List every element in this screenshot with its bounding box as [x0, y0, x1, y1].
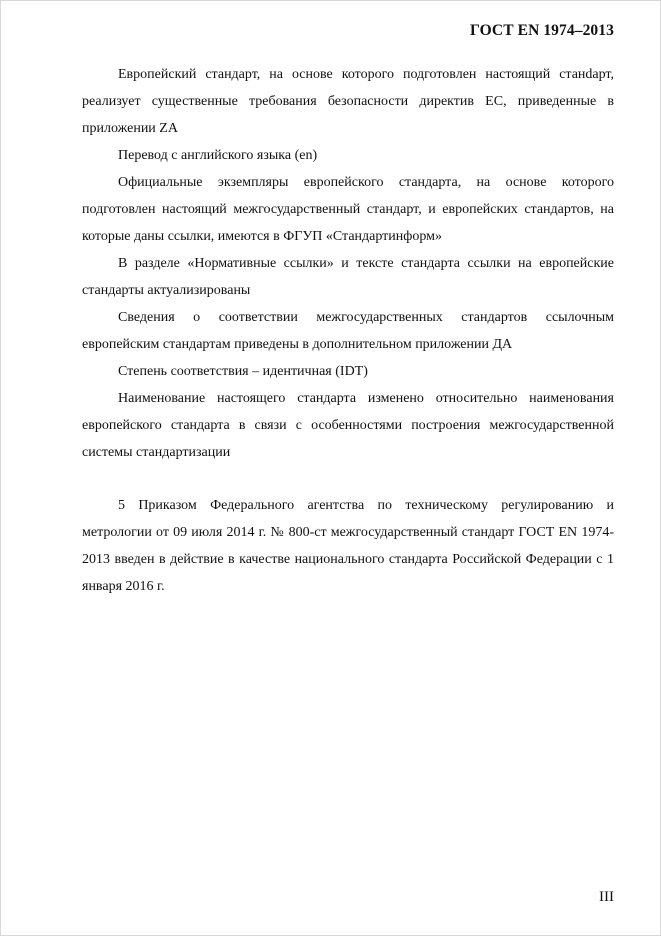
paragraph-conformity-degree: Степень соответствия – идентичная (IDT)	[118, 364, 368, 379]
paragraph-correspondence-info: Сведения о соответствии межгосударственных стандартов ссылочным европейским стандартам приведены в дополнительном приложении ДА	[82, 310, 614, 352]
paragraph-section-5-order: 5 Приказом Федерального агентства по техническому регулированию и метрологии от 09 июля 2014 г. № 800-ст межгосударственный стандарт ГОСТ EN 1974-2013 введен в действие в качестве национального стандарта Российской Федерации с 1 января 2016 г.	[82, 498, 614, 594]
paragraph-title-change: Наименование настоящего стандарта изменено относительно наименования европейского стандарта в связи с особенностями построения межгосударственной системы стандартизации	[82, 391, 614, 460]
paragraph-translation: Перевод с английского языка (en)	[118, 148, 318, 163]
paragraph-european-standard: Европейский стандарт, на основе которого подготовлен настоящий станdарт, реализует существенные требования безопасности директив ЕС, приведенные в приложении ZA	[82, 67, 614, 136]
document-header: ГОСТ EN 1974–2013	[470, 22, 614, 39]
paragraph-normative-references: В разделе «Нормативные ссылки» и тексте стандарта ссылки на европейские стандарты актуализированы	[82, 256, 614, 298]
page-number: III	[599, 889, 614, 905]
paragraph-official-copies: Официальные экземпляры европейского стандарта, на основе которого подготовлен настоящий межгосударственный стандарт, и европейских стандартов, на которые даны ссылки, имеются в ФГУП «Стандартинформ»	[82, 175, 614, 244]
document-body	[82, 61, 614, 600]
